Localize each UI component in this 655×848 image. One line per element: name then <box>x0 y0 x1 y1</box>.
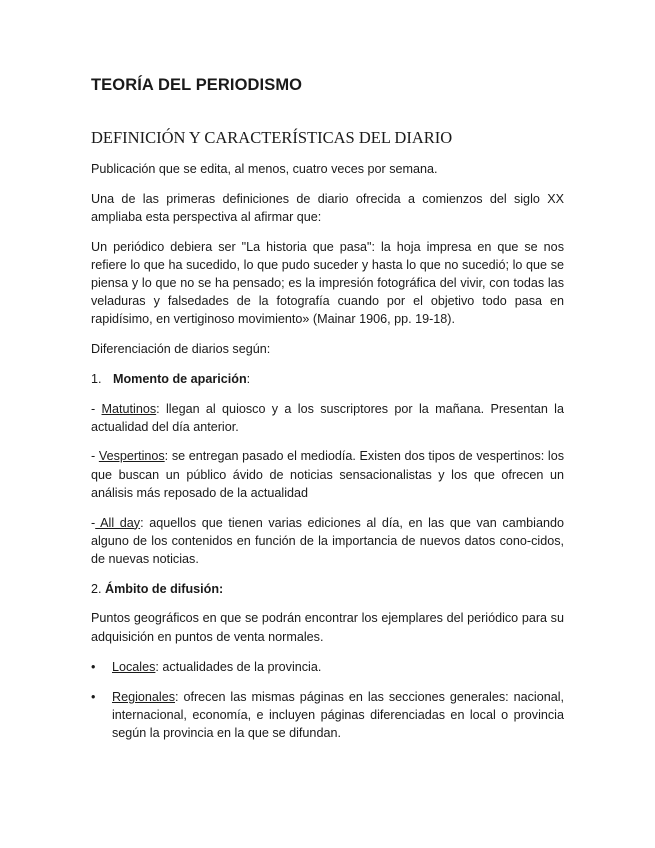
matutinos-text: : llegan al quiosco y a los suscriptores por la mañana. Presentan la actualidad del día anterior. <box>91 401 564 434</box>
document-page <box>91 74 564 743</box>
definition-intro-paragraph: Una de las primeras definiciones de diario ofrecida a comienzos del siglo XX ampliaba esta perspectiva al afirmar que: <box>91 191 564 224</box>
bullet-desc: : actualidades de la provincia. <box>155 659 322 674</box>
item-1-heading <box>91 370 564 388</box>
item-2-label: Ámbito de difusión: <box>105 581 224 596</box>
bullet-term: Regionales <box>112 689 176 704</box>
points-paragraph: Puntos geográficos en que se podrán encontrar los ejemplares del periódico para su adquisición en puntos de venta normales. <box>91 611 564 644</box>
bullet-icon: • <box>91 659 96 674</box>
matutinos-paragraph <box>91 400 564 436</box>
matutinos-term: Matutinos <box>101 401 157 416</box>
allday-paragraph <box>91 514 564 569</box>
item-1-label: Momento de aparición <box>113 371 247 386</box>
bullet-icon: • <box>91 689 96 704</box>
vespertinos-text: : se entregan pasado el mediodía. Existen dos tipos de vespertinos: los que buscan un público ávido de noticias sensacionalistas y los que ofrecen un análisis más reposado de la actualidad <box>91 449 564 500</box>
vespertinos-term: Vespertinos <box>98 449 165 464</box>
item-2-heading <box>91 580 564 598</box>
matutinos-prefix: - <box>91 401 102 416</box>
document-title: TEORÍA DEL PERIODISMO <box>91 76 303 94</box>
allday-prefix: - <box>91 515 96 530</box>
vespertinos-paragraph <box>91 447 564 502</box>
section-heading: DEFINICIÓN Y CARACTERÍSTICAS DEL DIARIO <box>91 128 453 147</box>
quote-paragraph: Un periódico debiera ser "La historia que pasa": la hoja impresa en que se nos refiere lo que ha sucedido, lo que pudo suceder y hasta lo que no sucedió; lo que se piensa y lo que no se ha pensado; es la impresión fotográfica del vivir, con todas las veladuras y falsedades de la fotografía cuando por el objetivo todo pasa en rapidísimo, en vertiginoso movimiento» (Mainar 1906, pp. 19-18). <box>91 239 564 327</box>
intro-paragraph: Publicación que se edita, al menos, cuatro veces por semana. <box>91 162 438 176</box>
differentiation-paragraph: Diferenciación de diarios según: <box>91 342 271 357</box>
allday-text: : aquellos que tienen varias ediciones al día, en las que van cambiando alguno de los contenidos en función de la importancia de nuevos datos cono-cidos, de nuevas noticias. <box>91 515 565 566</box>
item-1-suffix: : <box>246 371 251 386</box>
list-item <box>91 658 564 676</box>
vespertinos-prefix: - <box>91 449 99 464</box>
bullet-desc: : ofrecen las mismas páginas en las secciones generales: nacional, internacional, economía, e incluyen páginas diferenciadas en local o provincia según la provincia en la que se difundan. <box>112 689 564 741</box>
list-item <box>91 688 564 743</box>
bullet-text <box>112 688 564 743</box>
item-2-number: 2. <box>91 581 106 596</box>
item-1-number: 1. <box>91 371 102 386</box>
bullet-text <box>112 658 564 676</box>
bullet-term: Locales <box>112 659 156 674</box>
allday-term: All day <box>95 515 141 530</box>
